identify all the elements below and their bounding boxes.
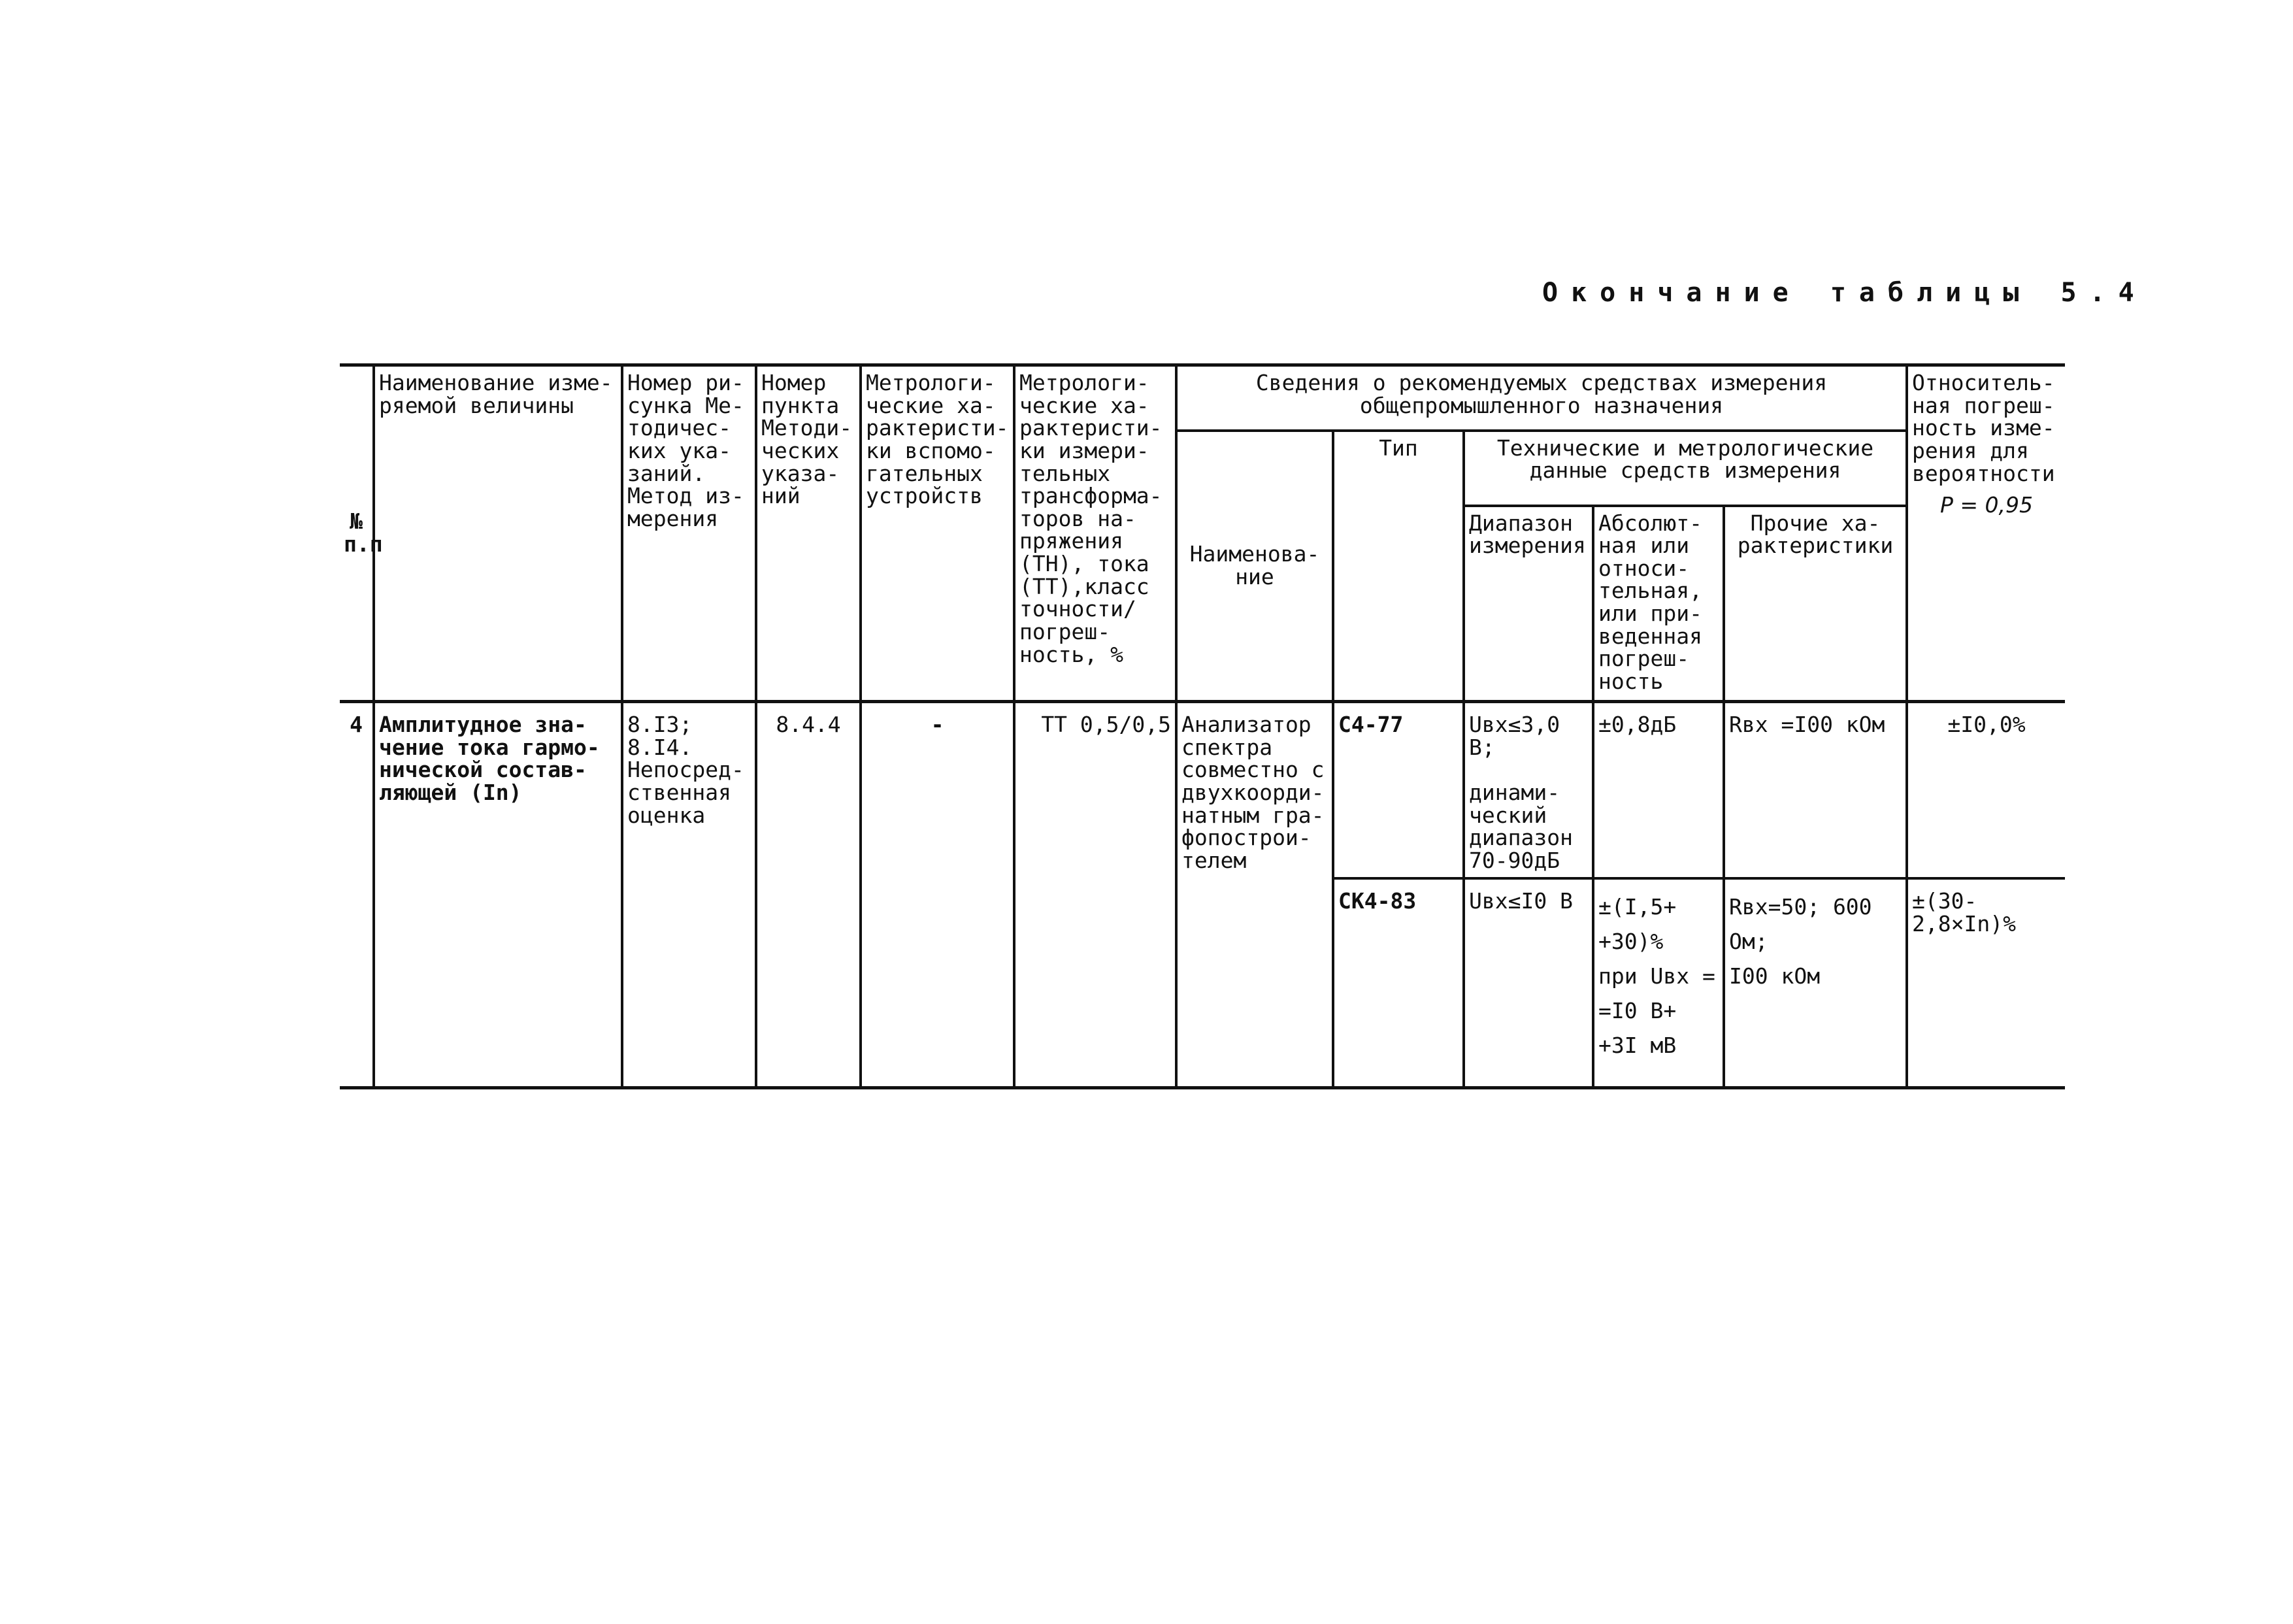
row-other-1: Rвх =I00 кОм bbox=[1724, 702, 1907, 879]
row-range-2: Uвх≤I0 В bbox=[1464, 878, 1593, 1087]
row-aux: - bbox=[861, 702, 1014, 1088]
header-range: Диапазон измерения bbox=[1464, 506, 1593, 702]
row-figure-method: 8.I3; 8.I4. Непосред- ственная оценка bbox=[622, 702, 756, 1088]
table-caption: Окончание таблицы 5.4 bbox=[1542, 278, 2147, 308]
header-recommended-instruments: Сведения о рекомендуемых средствах измерения общепромышленного назначения bbox=[1176, 365, 1907, 431]
header-transformers: Метрологи- ческие ха- рактеристи- ки измери- тельных трансформа- торов на- пряжения (ТН), тока (ТТ),класс точности/ погреш- ность, % bbox=[1014, 365, 1176, 702]
row-quantity-name: Амплитудное зна- чение тока гармо- нической состав- ляющей (In) bbox=[374, 702, 622, 1088]
header-relative-error bbox=[1907, 365, 2065, 702]
header-device-type: Тип bbox=[1333, 431, 1464, 702]
row-type-2: СК4-83 bbox=[1333, 878, 1464, 1087]
row-transformer-class: ТТ 0,5/0,5 bbox=[1014, 702, 1176, 1088]
row-type-1: С4-77 bbox=[1333, 702, 1464, 879]
header-device-name: Наименова- ние bbox=[1176, 431, 1333, 702]
header-tech-metrology: Технические и метрологические данные средств измерения bbox=[1464, 431, 1907, 506]
row-range-1: Uвх≤3,0 В; динами- ческий диапазон 70-90дБ bbox=[1464, 702, 1593, 879]
header-error: Абсолют- ная или относи- тельная, или при- веденная погреш- ность bbox=[1593, 506, 1724, 702]
header-relative-error-label: Относитель- ная погреш- ность изме- рения для вероятности bbox=[1912, 370, 2055, 486]
row-other-2: Rвх=50; 600 Ом; I00 кОм bbox=[1724, 878, 1907, 1087]
row-relative-1: ±I0,0% bbox=[1907, 702, 2065, 879]
measurement-table bbox=[340, 363, 2065, 1089]
header-quantity-name: Наименование изме- ряемой величины bbox=[374, 365, 622, 702]
row-error-1: ±0,8дБ bbox=[1593, 702, 1724, 879]
row-device-name: Анализатор спектра совместно с двухкоорди- натным гра- фопострои- телем bbox=[1176, 702, 1333, 1088]
header-probability: P = 0,95 bbox=[1940, 492, 2034, 518]
header-other: Прочие ха- рактеристики bbox=[1724, 506, 1907, 702]
header-clause-number: Номер пункта Методи- ческих указа- ний bbox=[756, 365, 861, 702]
header-aux-devices: Метрологи- ческие ха- рактеристи- ки вспомо- гательных устройств bbox=[861, 365, 1014, 702]
row-relative-2: ±(30-2,8×In)% bbox=[1907, 878, 2065, 1087]
row-clause: 8.4.4 bbox=[756, 702, 861, 1088]
header-number: № п.п bbox=[340, 365, 374, 702]
row-number: 4 bbox=[340, 702, 374, 1088]
header-figure-number: Номер ри- сунка Ме- тодичес- ких ука- заний. Метод из- мерения bbox=[622, 365, 756, 702]
row-error-2: ±(I,5+ +30)% при Uвх = =I0 В+ +3I мВ bbox=[1593, 878, 1724, 1087]
